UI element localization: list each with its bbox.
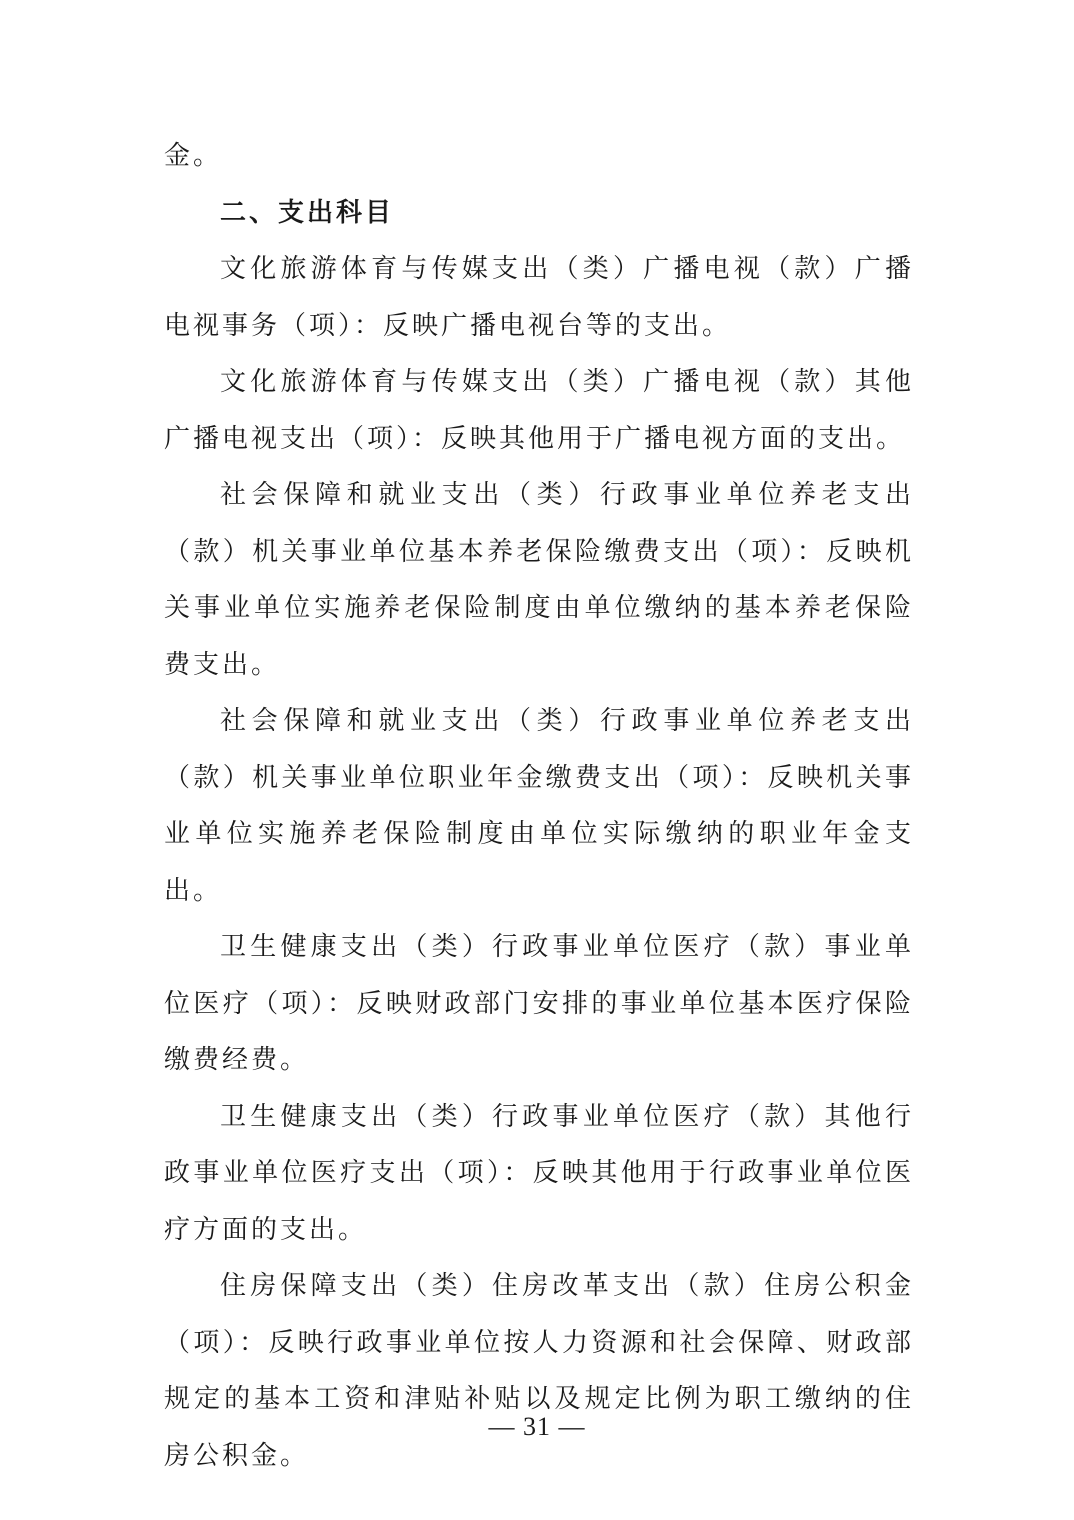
- paragraph-2: 文化旅游体育与传媒支出（类）广播电视（款）其他广播电视支出（项）：反映其他用于广播电视方面的支出。: [164, 367, 914, 454]
- paragraph-1: 文化旅游体育与传媒支出（类）广播电视（款）广播电视事务（项）：反映广播电视台等的支出。: [164, 254, 914, 341]
- continuation-text: 金。: [164, 141, 223, 171]
- paragraph-5: 卫生健康支出（类）行政事业单位医疗（款）事业单位医疗（项）：反映财政部门安排的事业单位基本医疗保险缴费经费。: [164, 932, 914, 1075]
- section-heading: 二、支出科目: [220, 197, 395, 228]
- document-body: [164, 128, 914, 1484]
- page-number: — 31 —: [488, 1412, 586, 1441]
- paragraph-6: 卫生健康支出（类）行政事业单位医疗（款）其他行政事业单位医疗支出（项）：反映其他用于行政事业单位医疗方面的支出。: [164, 1101, 914, 1245]
- paragraph-4: 社会保障和就业支出（类）行政事业单位养老支出（款）机关事业单位职业年金缴费支出（项）：反映机关事业单位实施养老保险制度由单位实际缴纳的职业年金支出。: [164, 706, 914, 906]
- paragraph-7: 住房保障支出（类）住房改革支出（款）住房公积金（项）：反映行政事业单位按人力资源和社会保障、财政部规定的基本工资和津贴补贴以及规定比例为职工缴纳的住房公积金。: [164, 1271, 914, 1471]
- paragraph-3: 社会保障和就业支出（类）行政事业单位养老支出（款）机关事业单位基本养老保险缴费支出（项）：反映机关事业单位实施养老保险制度由单位缴纳的基本养老保险费支出。: [164, 480, 914, 680]
